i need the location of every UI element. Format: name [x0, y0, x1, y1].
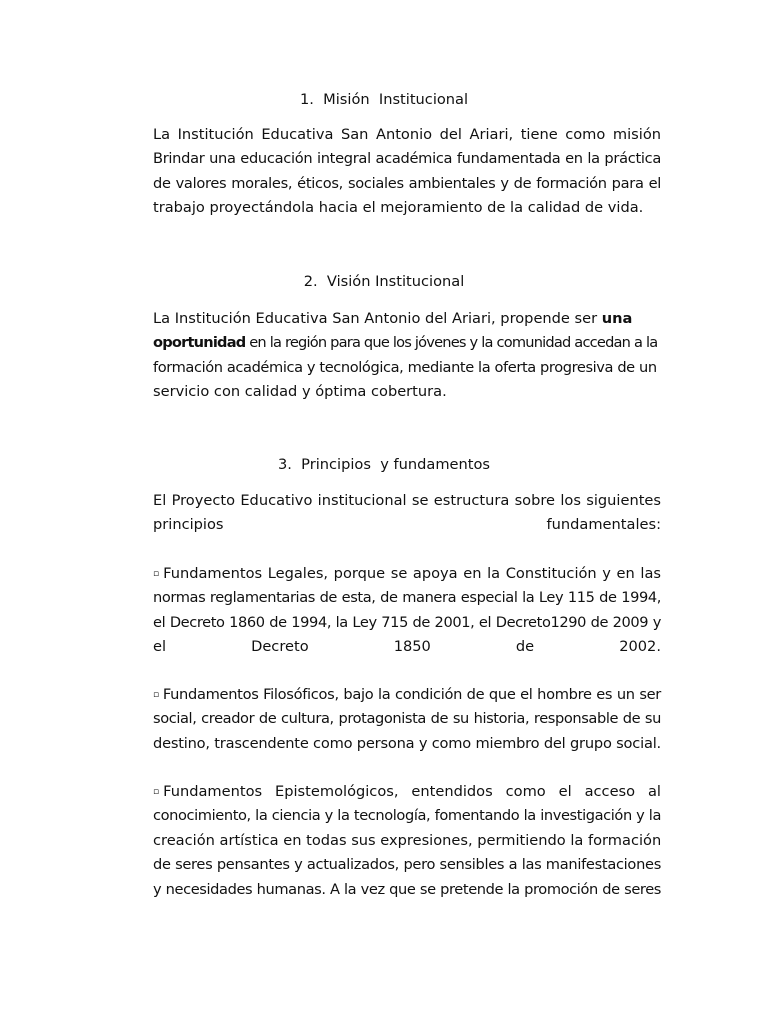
text-line: el Decreto 1850 de 2002.	[153, 638, 661, 656]
text-line: Brindar una educación integral académica fundamentada en la práctica	[153, 150, 661, 168]
text-line: el Decreto 1860 de 1994, la Ley 715 de 2001, el Decreto1290 de 2009 y	[153, 613, 661, 631]
bold-text: una	[601, 310, 633, 327]
paragraph-vision	[153, 307, 661, 405]
text-line: de valores morales, éticos, sociales ambientales y de formación para el	[153, 174, 661, 192]
heading-principios: 3. Principios y fundamentos	[277, 456, 491, 473]
text-fragment: Fundamentos Epistemológicos, entendidos como el acceso al	[163, 783, 661, 800]
text-fragment: Fundamentos Filosóficos, bajo la condición de que el hombre es un ser	[162, 686, 661, 703]
bullet-icon: ▫	[153, 569, 160, 579]
paragraph-mision	[153, 123, 661, 221]
text-fragment: La Institución Educativa San Antonio del Ariari, propende ser	[153, 310, 598, 327]
paragraph-intro	[153, 489, 661, 538]
text-line: principios fundamentales:	[153, 516, 661, 534]
bullet-item-legales	[153, 562, 661, 660]
heading-vision: 2. Visión Institucional	[303, 273, 465, 290]
bullet-icon: ▫	[153, 787, 160, 797]
bullet-item-filosoficos	[153, 683, 661, 756]
bullet-icon: ▫	[153, 690, 159, 700]
text-line: La Institución Educativa San Antonio del Ariari, tiene como misión	[153, 126, 661, 143]
heading-mision: 1. Misión Institucional	[299, 91, 469, 108]
text-line: y necesidades humanas. A la vez que se pretende la promoción de seres	[153, 880, 661, 898]
text-fragment: Fundamentos Legales, porque se apoya en la Constitución y en las	[163, 565, 661, 582]
text-line: creación artística en todas sus expresiones, permitiendo la formación	[153, 831, 662, 849]
text-line: normas reglamentarias de esta, de manera especial la Ley 115 de 1994,	[153, 589, 661, 607]
text-line: conocimiento, la ciencia y la tecnología, fomentando la investigación y la	[153, 807, 661, 825]
text-line: trabajo proyectándola hacia el mejoramiento de la calidad de vida.	[153, 199, 644, 217]
text-line: El Proyecto Educativo institucional se estructura sobre los siguientes	[153, 492, 661, 509]
text-line	[153, 331, 661, 355]
text-line: servicio con calidad y óptima cobertura.	[153, 383, 447, 401]
text-line	[153, 307, 661, 331]
text-line: formación académica y tecnológica, mediante la oferta progresiva de un	[153, 358, 657, 376]
text-line: social, creador de cultura, protagonista de su historia, responsable de su	[153, 710, 661, 728]
text-line	[153, 780, 661, 804]
text-line	[153, 562, 661, 586]
text-line: destino, trascendente como persona y como miembro del grupo social.	[153, 734, 661, 752]
text-line	[153, 683, 661, 707]
text-fragment: en la región para que los jóvenes y la comunidad accedan a la	[249, 334, 658, 352]
text-line: de seres pensantes y actualizados, pero sensibles a las manifestaciones	[153, 856, 661, 874]
bullet-item-epistemologicos	[153, 780, 661, 902]
bold-text: oportunidad	[153, 334, 246, 352]
